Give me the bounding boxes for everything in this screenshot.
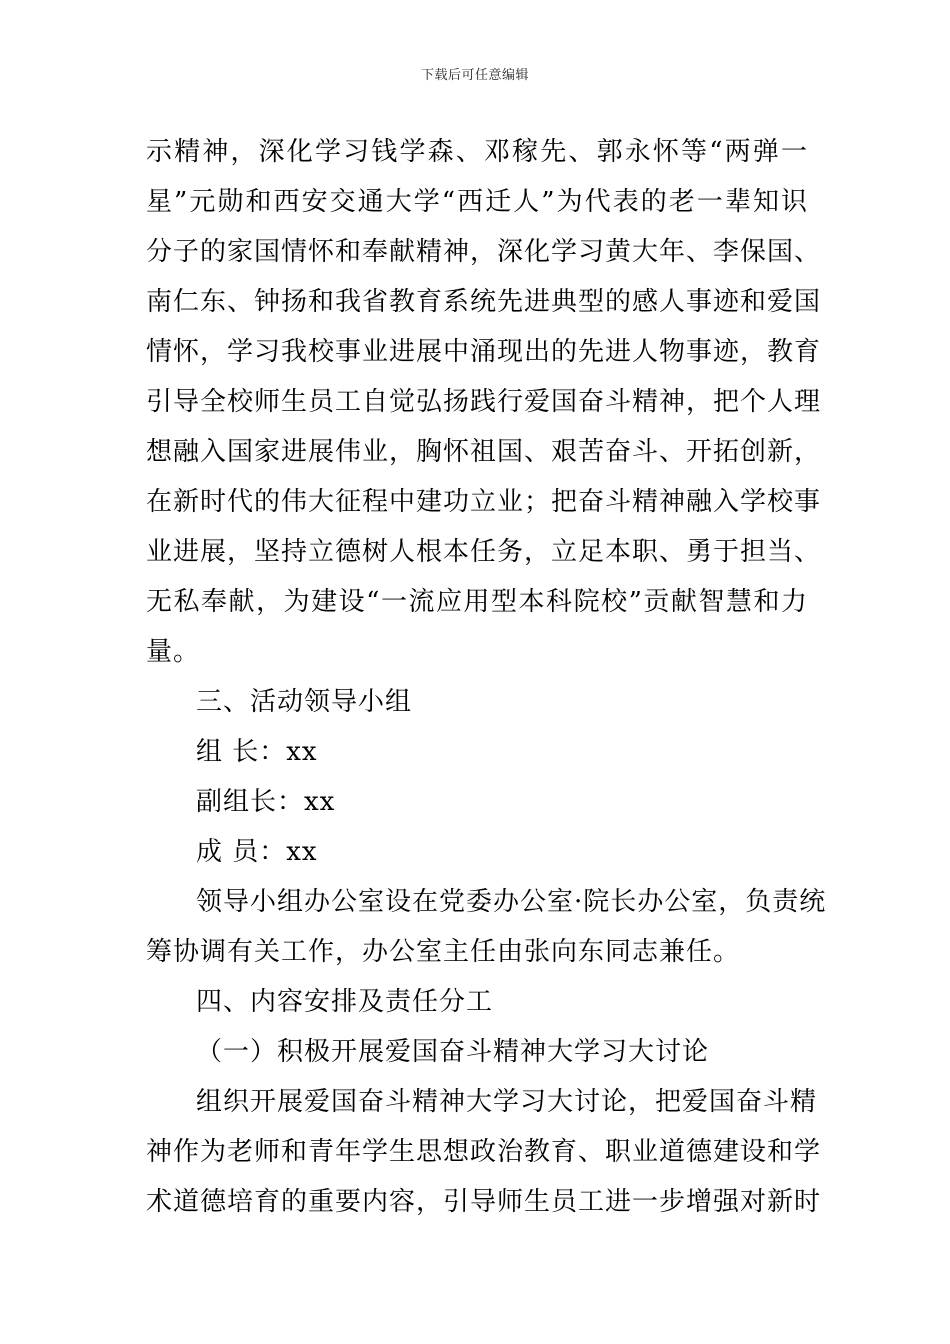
leader-line: 组 长：xx — [196, 737, 318, 767]
subsection-heading-study-discussion: （一）积极开展爱国奋斗精神大学习大讨论 — [196, 1037, 710, 1067]
members-line: 成 员：xx — [196, 837, 318, 867]
text-line: 术道德培育的重要内容，引导师生员工进一步增强对新时 — [146, 1187, 822, 1217]
document-body — [146, 127, 827, 1227]
text-line: 分子的家国情怀和奉献精神，深化学习黄大年、李保国、 — [146, 237, 822, 267]
text-line: 业进展，坚持立德树人根本任务，立足本职、勇于担当、 — [146, 537, 822, 567]
text-line: 星”元勋和西安交通大学“西迁人”为代表的老一辈知识 — [146, 187, 808, 217]
text-line: 神作为老师和青年学生思想政治教育、职业道德建设和学 — [146, 1137, 822, 1167]
paragraph-study-discussion — [146, 1077, 822, 1227]
deputy-leader-line: 副组长：xx — [196, 787, 336, 817]
text-line: 筹协调有关工作，办公室主任由张向东同志兼任。 — [146, 937, 741, 967]
text-line: 领导小组办公室设在党委办公室·院长办公室，负责统 — [196, 887, 827, 917]
text-line: 量。 — [146, 637, 201, 667]
text-line: 想融入国家进展伟业，胸怀祖国、艰苦奋斗、开拓创新， — [146, 437, 822, 467]
section-heading-content-arrangement: 四、内容安排及责任分工 — [196, 987, 494, 1017]
text-line: 无私奉献，为建设“一流应用型本科院校”贡献智慧和力 — [146, 587, 808, 617]
text-line: 情怀，学习我校事业进展中涌现出的先进人物事迹，教育 — [146, 337, 822, 367]
text-line: 在新时代的伟大征程中建功立业；把奋斗精神融入学校事 — [146, 487, 822, 517]
paragraph-spirit — [146, 127, 822, 677]
paragraph-office — [146, 877, 827, 977]
page-header-note: 下载后可任意编辑 — [420, 68, 529, 83]
text-line: 引导全校师生员工自觉弘扬践行爱国奋斗精神，把个人理 — [146, 387, 822, 417]
text-line: 南仁东、钟扬和我省教育系统先进典型的感人事迹和爱国 — [146, 287, 822, 317]
text-line: 示精神，深化学习钱学森、邓稼先、郭永怀等“两弹一 — [146, 137, 808, 167]
text-line: 组织开展爱国奋斗精神大学习大讨论，把爱国奋斗精 — [196, 1087, 818, 1117]
section-heading-leadership-group: 三、活动领导小组 — [196, 687, 413, 717]
